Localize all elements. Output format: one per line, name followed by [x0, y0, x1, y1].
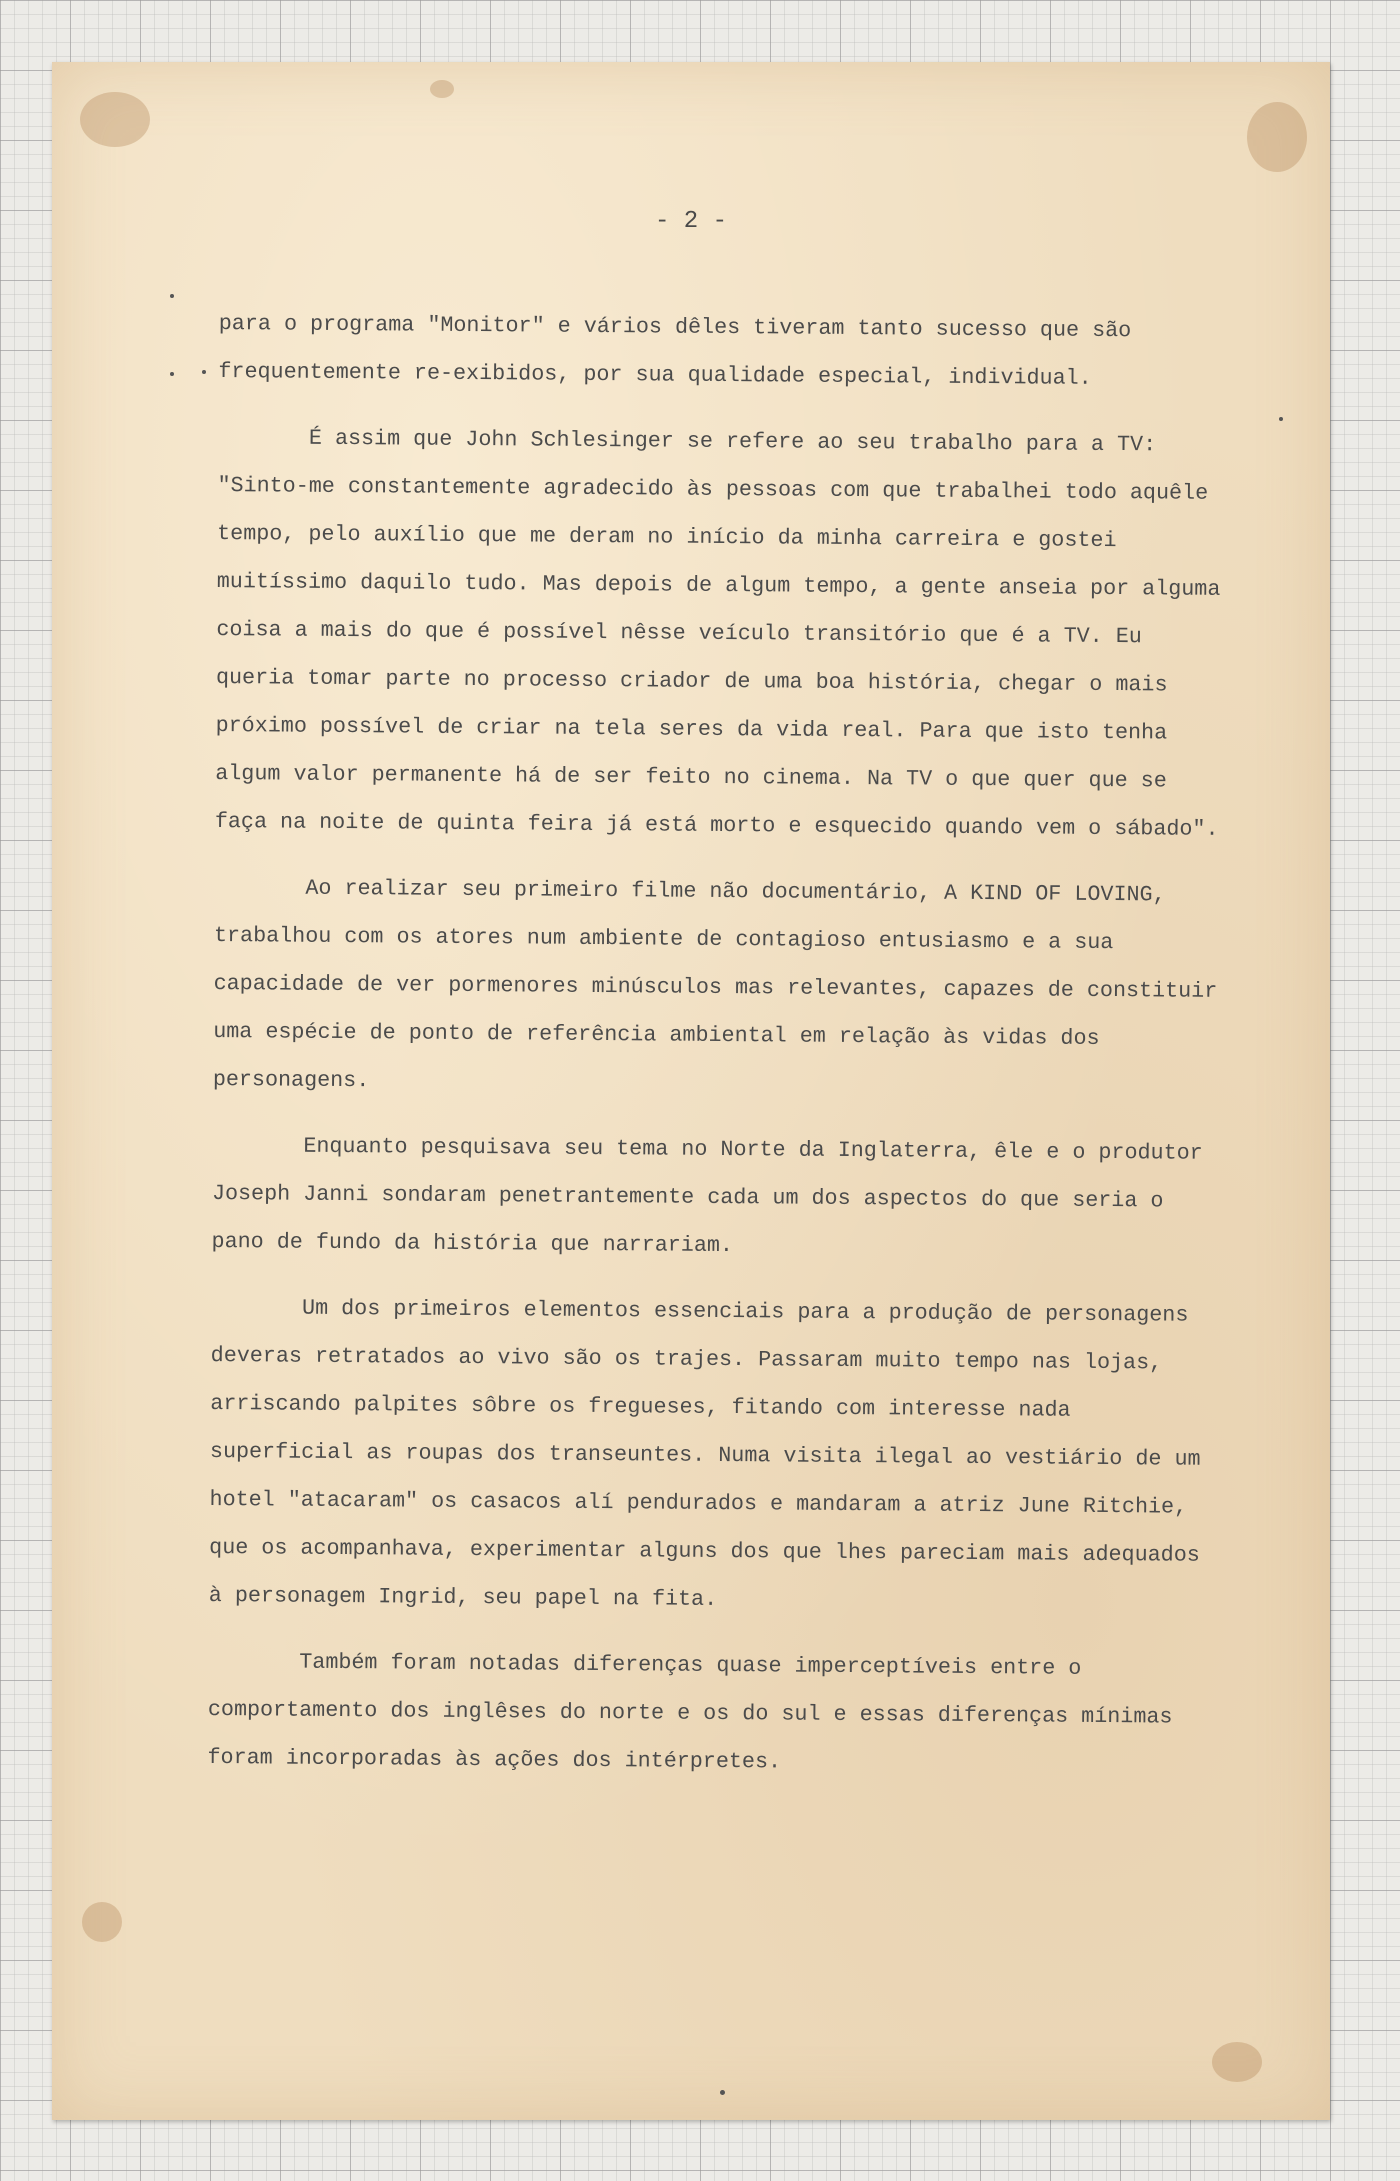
paragraph: Enquanto pesquisava seu tema no Norte da Inglaterra, êle e o produtor Joseph Janni sondaram penetrantemente cada um dos aspectos do que seria o pano de fundo da história que narrariam. — [211, 1133, 1203, 1259]
stain — [80, 92, 150, 147]
stain — [430, 80, 454, 98]
body-text — [207, 300, 1229, 1808]
paragraph: para o programa "Monitor" e vários dêles tiveram tanto sucesso que são frequentemente re-exibidos, por sua qualidade especial, individual. — [218, 310, 1132, 391]
dot-mark — [202, 370, 206, 374]
stain — [1212, 2042, 1262, 2082]
dot-mark — [720, 2090, 725, 2095]
stain — [1247, 102, 1307, 172]
dot-mark — [170, 294, 174, 298]
dot-mark — [1279, 417, 1283, 421]
paragraph: Também foram notadas diferenças quase imperceptíveis entre o comportamento dos inglêses do norte e os do sul e essas diferenças mínimas foram incorporadas às ações dos intérpretes. — [207, 1649, 1173, 1775]
stain — [82, 1902, 122, 1942]
paragraph: Um dos primeiros elementos essenciais para a produção de personagens deveras retratados ao vivo são os trajes. Passaram muito tempo nas lojas, arriscando palpites sôbre os fregueses, fitando com interesse nada superficial as roupas dos transeuntes. Numa visita ilegal ao vestiário de um hotel "atacaram" os casacos alí pendurados e mandaram a atriz June Ritchie, que os acompanhava, experimentar alguns dos que lhes pareciam mais adequados à personagem Ingrid, seu papel na fita. — [208, 1295, 1201, 1612]
dot-mark — [170, 372, 174, 376]
page-number: - 2 - — [654, 208, 727, 235]
paper-sheet — [52, 62, 1330, 2120]
paragraph: É assim que John Schlesinger se refere ao seu trabalho para a TV: "Sinto-me constantemente agradecido às pessoas com que trabalhei todo aquêle tempo, pelo auxílio que me deram no início da minha carreira e gostei muitíssimo daquilo tudo. Mas depois de algum tempo, a gente anseia por alguma coisa a mais do que é possível nêsse veículo transitório que é a TV. Eu queria tomar parte no processo criador de uma boa história, chegar o mais próximo possível de criar na tela seres da vida real. Para que isto tenha algum valor permanente há de ser feito no cinema. Na TV o que quer que se faça na noite de quinta feira já está morto e esquecido quando vem o sábado". — [214, 425, 1221, 842]
paragraph: Ao realizar seu primeiro filme não documentário, A KIND OF LOVING, trabalhou com os atores num ambiente de contagioso entusiasmo e a sua capacidade de ver pormenores minúsculos mas relevantes, capazes de constituir uma espécie de ponto de referência ambiental em relação às vidas dos personagens. — [212, 875, 1218, 1094]
